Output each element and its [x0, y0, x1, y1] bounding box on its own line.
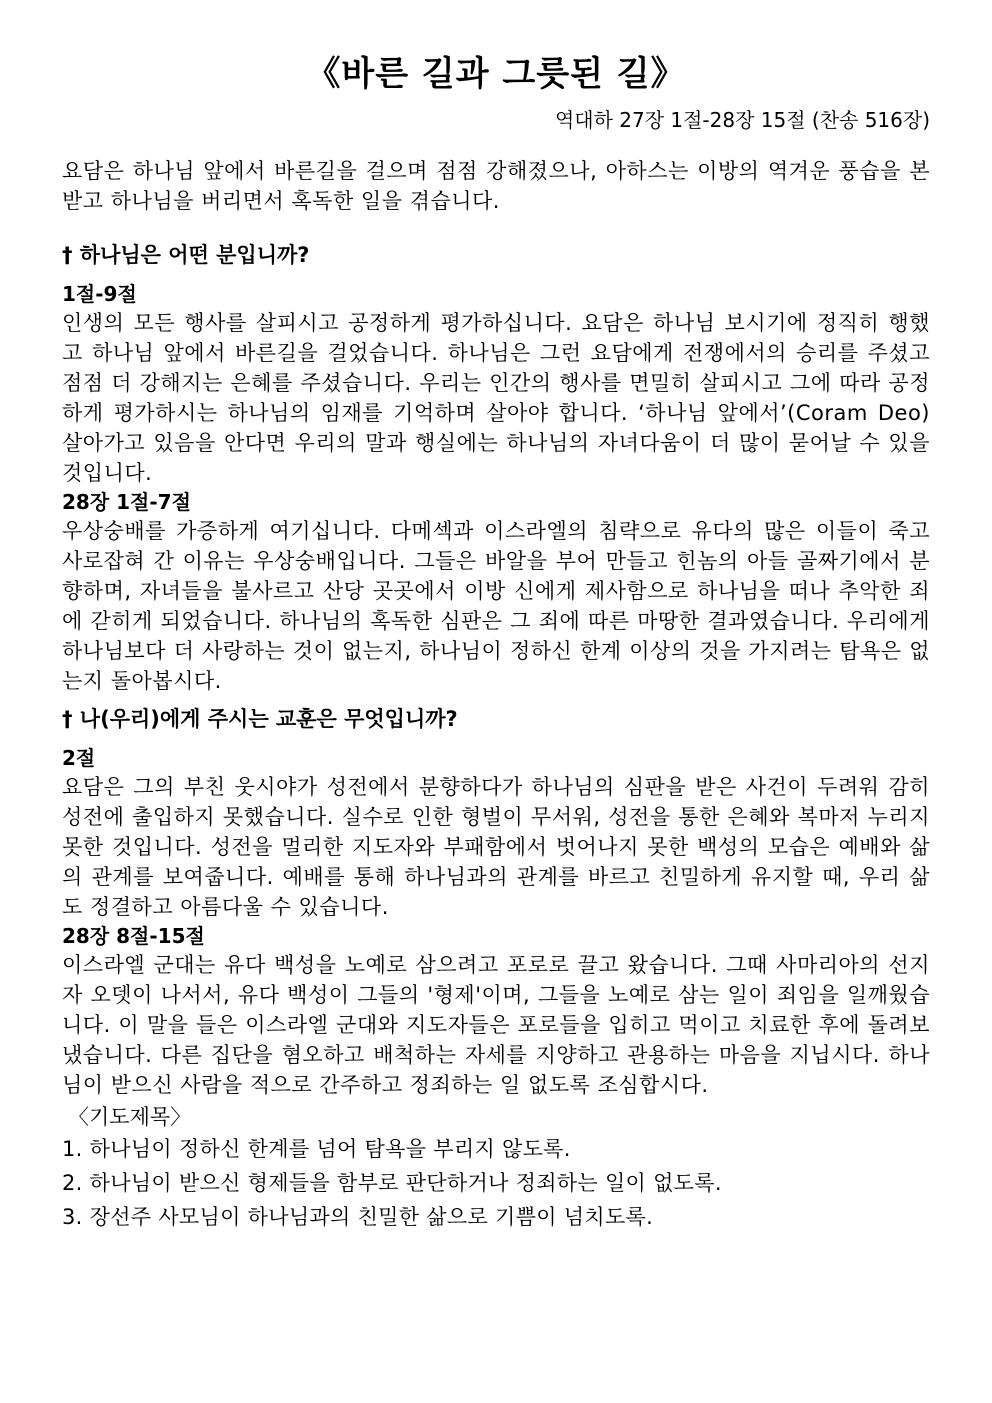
- section-paragraph: 인생의 모든 행사를 살피시고 공정하게 평가하십니다. 요담은 하나님 보시기에 정직히 행했고 하나님 앞에서 바른길을 걸었습니다. 하나님은 그런 요담에게 전쟁에서의 승리를 주셨고 점점 더 강해지는 은혜를 주셨습니다. 우리는 인간의 행사를 면밀히 살피시고 그에 따라 공정하게 평가하시는 하나님의 임재를 기억하며 살아야 합니다. ‘하나님 앞에서’(Coram Deo) 살아가고 있음을 안다면 우리의 말과 행실에는 하나님의 자녀다움이 더 많이 묻어날 수 있을 것입니다.: [62, 311, 930, 485]
- verse-heading: 28장 1절-7절: [62, 490, 191, 514]
- page-title: 《바른 길과 그릇된 길》: [306, 54, 686, 94]
- verse-heading: 2절: [62, 746, 96, 770]
- prayer-section: [62, 1102, 930, 1234]
- section-character-of-god: [62, 240, 930, 696]
- section-paragraph: 우상숭배를 가증하게 여기십니다. 다메섹과 이스라엘의 침략으로 유다의 많은 이들이 죽고 사로잡혀 간 이유는 우상숭배입니다. 그들은 바알을 부어 만들고 힌놈의 아들 골짜기에서 분향하며, 자녀들을 불사르고 산당 곳곳에서 이방 신에게 제사함으로 하나님을 떠나 추악한 죄에 갇히게 되었습니다. 하나님의 혹독한 심판은 그 죄에 따른 마땅한 결과였습니다. 우리에게 하나님보다 더 사랑하는 것이 없는지, 하나님이 정하신 한계 이상의 것을 가지려는 탐욕은 없는지 돌아봅시다.: [62, 519, 930, 693]
- document-body: [62, 156, 930, 1234]
- prayer-item: 2. 하나님이 받으신 형제들을 함부로 판단하거나 정죄하는 일이 없도록.: [62, 1171, 722, 1195]
- prayer-item: 1. 하나님이 정하신 한계를 넘어 탐욕을 부리지 않도록.: [62, 1137, 571, 1161]
- prayer-title: 〈기도제목〉: [68, 1105, 192, 1129]
- intro-paragraph: 요담은 하나님 앞에서 바른길을 걸으며 점점 강해졌으나, 아하스는 이방의 역겨운 풍습을 본받고 하나님을 버리면서 혹독한 일을 겪습니다.: [62, 159, 930, 213]
- section-heading: † 하나님은 어떤 분입니까?: [62, 243, 310, 267]
- section-paragraph: 요담은 그의 부친 웃시야가 성전에서 분향하다가 하나님의 심판을 받은 사건이 두려워 감히 성전에 출입하지 못했습니다. 실수로 인한 형벌이 무서워, 성전을 통한 은혜와 복마저 누리지 못한 것입니다. 성전을 멀리한 지도자와 부패함에서 벗어나지 못한 백성의 모습은 예배와 삶의 관계를 보여줍니다. 예배를 통해 하나님과의 관계를 바르고 친밀하게 유지할 때, 우리 삶도 정결하고 아름다울 수 있습니다.: [62, 775, 930, 919]
- verse-heading: 1절-9절: [62, 282, 137, 306]
- section-heading: † 나(우리)에게 주시는 교훈은 무엇입니까?: [62, 707, 458, 731]
- scripture-reference: 역대하 27장 1절-28장 15절 (찬송 516장): [554, 108, 930, 132]
- prayer-item: 3. 장선주 사모님이 하나님과의 친밀한 삶으로 기쁨이 넘치도록.: [62, 1205, 654, 1229]
- section-paragraph: 이스라엘 군대는 유다 백성을 노예로 삼으려고 포로로 끌고 왔습니다. 그때 사마리아의 선지자 오뎃이 나서서, 유다 백성이 그들의 '형제'이며, 그들을 노예로 삼는 일이 죄임을 일깨웠습니다. 이 말을 들은 이스라엘 군대와 지도자들은 포로들을 입히고 먹이고 치료한 후에 돌려보냈습니다. 다른 집단을 혐오하고 배척하는 자세를 지양하고 관용하는 마음을 지닙시다. 하나님이 받으신 사람을 적으로 간주하고 정죄하는 일 없도록 조심합시다.: [62, 953, 930, 1097]
- section-lesson: [62, 704, 930, 1100]
- verse-heading: 28장 8절-15절: [62, 924, 205, 948]
